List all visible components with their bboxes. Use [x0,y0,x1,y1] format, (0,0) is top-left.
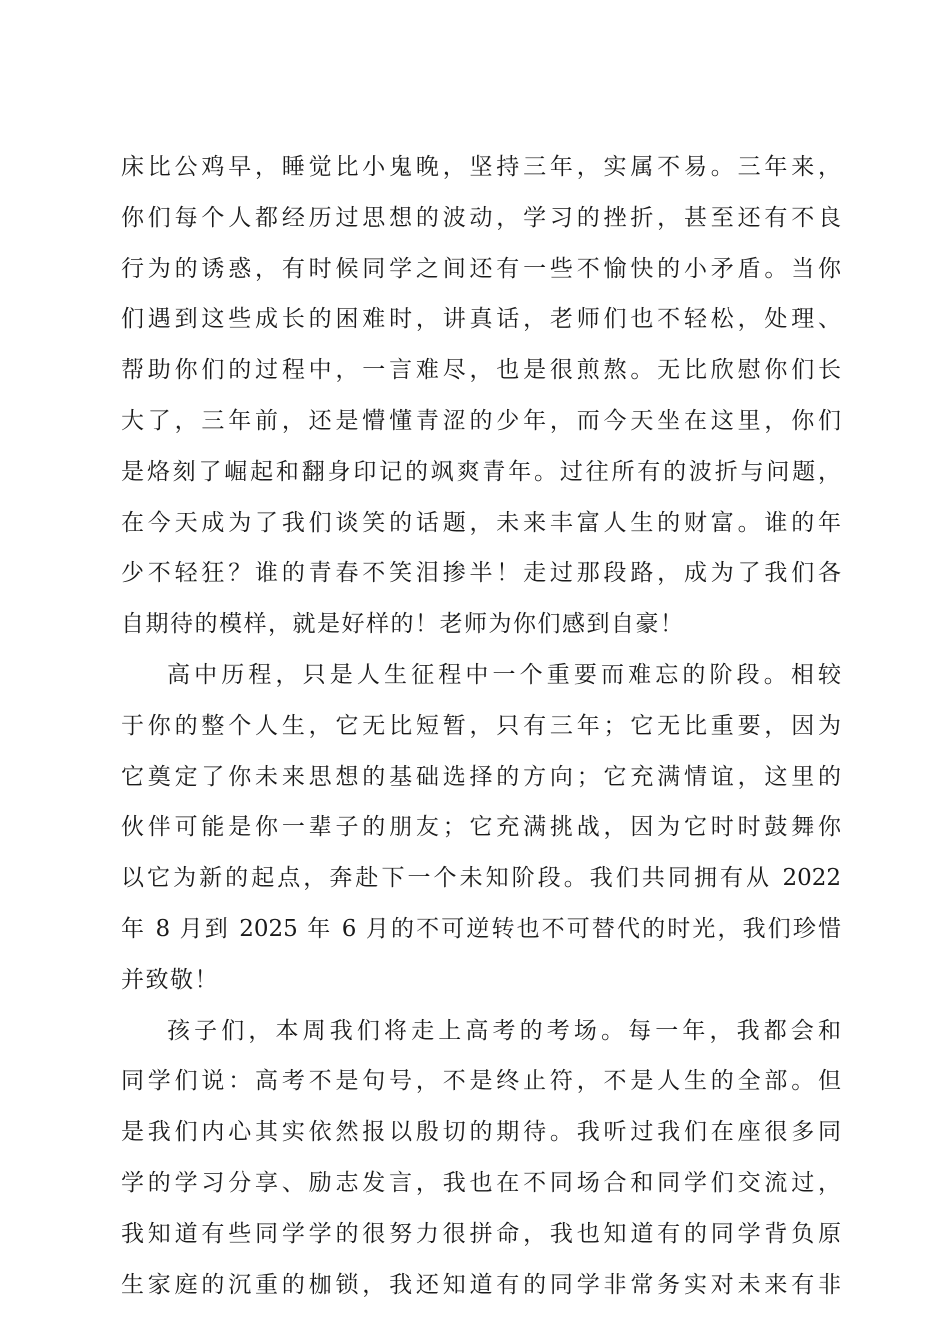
text-line: 你们每个人都经历过思想的波动，学习的挫折，甚至还有不良 [121,204,841,231]
body-text [121,142,841,1310]
text-line: 床比公鸡早，睡觉比小鬼晚，坚持三年，实属不易。三年来， [121,154,841,180]
text-line: 大了，三年前，还是懵懂青涩的少年，而今天坐在这里，你们 [121,407,841,434]
text-line: 生家庭的沉重的枷锁，我还知道有的同学非常务实对未来有非 [121,1271,841,1298]
paragraph-1 [121,142,841,650]
paragraph-3 [121,1006,841,1311]
text-line: 我知道有些同学学的很努力很拼命，我也知道有的同学背负原 [121,1220,841,1247]
text-line: 伙伴可能是你一辈子的朋友；它充满挑战，因为它时时鼓舞你 [121,814,841,841]
text-line-last: 自期待的模样，就是好样的！老师为你们感到自豪！ [121,611,685,638]
paragraph-2 [121,650,841,1006]
text-line-first: 孩子们，本周我们将走上高考的考场。每一年，我都会和 [167,1017,841,1044]
text-line: 于你的整个人生，它无比短暂，只有三年；它无比重要，因为 [121,712,841,739]
text-line: 它奠定了你未来思想的基础选择的方向；它充满情谊，这里的 [121,763,841,790]
text-line: 年 8 月到 2025 年 6 月的不可逆转也不可替代的时光，我们珍惜 [121,915,841,942]
text-line: 同学们说：高考不是句号，不是终止符，不是人生的全部。但 [121,1068,841,1095]
text-line: 行为的诱惑，有时候同学之间还有一些不愉快的小矛盾。当你 [121,255,841,282]
text-line-last: 并致敬！ [121,966,219,993]
text-line: 学的学习分享、励志发言，我也在不同场合和同学们交流过， [121,1169,841,1196]
text-line: 在今天成为了我们谈笑的话题，未来丰富人生的财富。谁的年 [121,509,841,536]
text-line: 是我们内心其实依然报以殷切的期待。我听过我们在座很多同 [121,1119,841,1146]
text-line: 少不轻狂？谁的青春不笑泪掺半！走过那段路，成为了我们各 [121,560,841,587]
text-line: 是烙刻了崛起和翻身印记的飒爽青年。过往所有的波折与问题， [121,458,841,485]
text-line: 以它为新的起点，奔赴下一个未知阶段。我们共同拥有从 2022 [121,865,841,892]
text-line: 们遇到这些成长的困难时，讲真话，老师们也不轻松，处理、 [121,306,841,333]
text-line: 帮助你们的过程中，一言难尽，也是很煎熬。无比欣慰你们长 [121,357,841,384]
text-line-first: 高中历程，只是人生征程中一个重要而难忘的阶段。相较 [167,661,841,688]
